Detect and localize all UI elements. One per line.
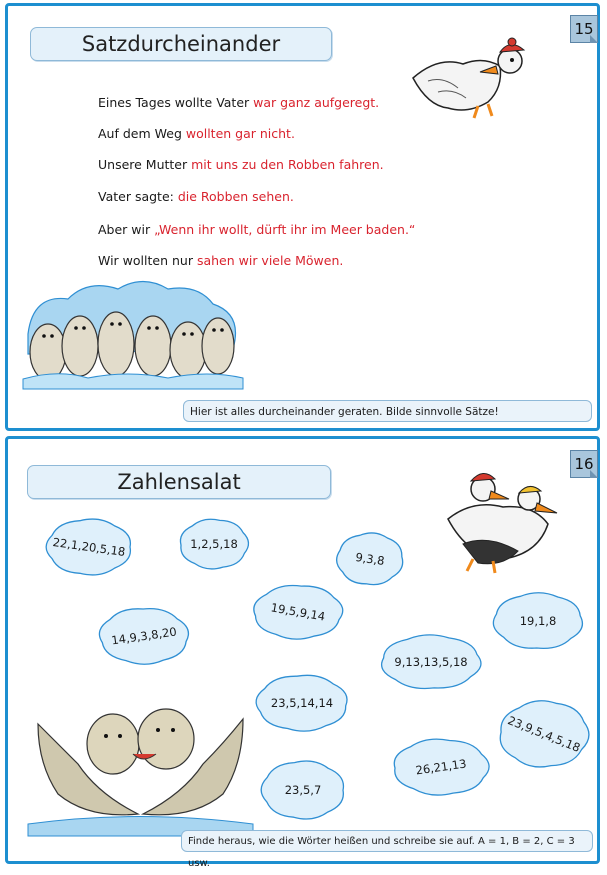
cloud-number-sequence: 23,9,5,4,5,18 (505, 713, 583, 755)
seals-illustration (18, 274, 248, 394)
number-cloud (258, 757, 348, 823)
side-credit (598, 640, 606, 850)
sentence-end: mit uns zu den Robben fahren. (191, 157, 384, 172)
number-cloud (250, 581, 346, 643)
sentence-row (98, 95, 379, 110)
number-cloud (253, 671, 351, 735)
card2-instruction: Finde heraus, wie die Wörter heißen und schreibe sie auf. A = 1, B = 2, C = 3 usw. (181, 830, 593, 852)
card2-page-number: 16 (570, 450, 598, 478)
sentence-start: Vater sagte: (98, 189, 178, 204)
number-cloud (43, 515, 135, 579)
sentence-start: Eines Tages wollte Vater (98, 95, 254, 110)
sentence-row (98, 222, 415, 237)
side-credit-text (600, 640, 606, 642)
cloud-number-sequence: 9,3,8 (354, 550, 386, 568)
number-cloud (96, 604, 192, 668)
card-satzdurcheinander (5, 3, 600, 431)
cloud-number-sequence: 22,1,20,5,18 (51, 534, 127, 560)
number-cloud (390, 735, 492, 799)
number-cloud (496, 697, 592, 771)
sentence-start: Wir wollten nur (98, 253, 197, 268)
sentence-start: Aber wir (98, 222, 155, 237)
sentence-row (98, 157, 384, 172)
seagulls-illustration (433, 459, 568, 574)
card1-title: Satzdurcheinander (30, 27, 332, 61)
number-cloud (333, 529, 407, 589)
card2-title: Zahlensalat (27, 465, 331, 499)
cloud-number-sequence: 19,1,8 (519, 614, 557, 628)
card-zahlensalat (5, 436, 600, 869)
card1-instruction: Hier ist alles durcheinander geraten. Bilde sinnvolle Sätze! (183, 400, 592, 422)
number-cloud (176, 515, 252, 573)
sentence-start: Auf dem Weg (98, 126, 186, 141)
sentence-start: Unsere Mutter (98, 157, 192, 172)
sentence-end: die Robben sehen. (177, 189, 294, 204)
sentence-row (98, 189, 294, 204)
cloud-number-sequence: 26,21,13 (414, 756, 468, 778)
cloud-number-sequence: 23,5,14,14 (270, 696, 334, 710)
card1-page-number: 15 (570, 15, 598, 43)
cloud-number-sequence: 1,2,5,18 (190, 537, 238, 551)
hugging-seals-illustration (18, 684, 258, 839)
number-cloud (490, 589, 586, 653)
cloud-number-sequence: 19,5,9,14 (269, 600, 327, 624)
sentence-end: war ganz aufgeregt. (253, 95, 380, 110)
sentence-row (98, 126, 295, 141)
sentence-end: wollten gar nicht. (185, 126, 295, 141)
number-cloud (378, 631, 484, 693)
sentence-row (98, 253, 343, 268)
seagull-illustration (408, 36, 538, 121)
cloud-number-sequence: 23,5,7 (284, 783, 322, 797)
sentence-end: sahen wir viele Möwen. (196, 253, 344, 268)
cloud-number-sequence: 9,13,13,5,18 (394, 655, 468, 669)
sentence-end: „Wenn ihr wollt, dürft ihr im Meer baden.“ (154, 222, 416, 237)
cloud-number-sequence: 14,9,3,8,20 (110, 624, 178, 648)
